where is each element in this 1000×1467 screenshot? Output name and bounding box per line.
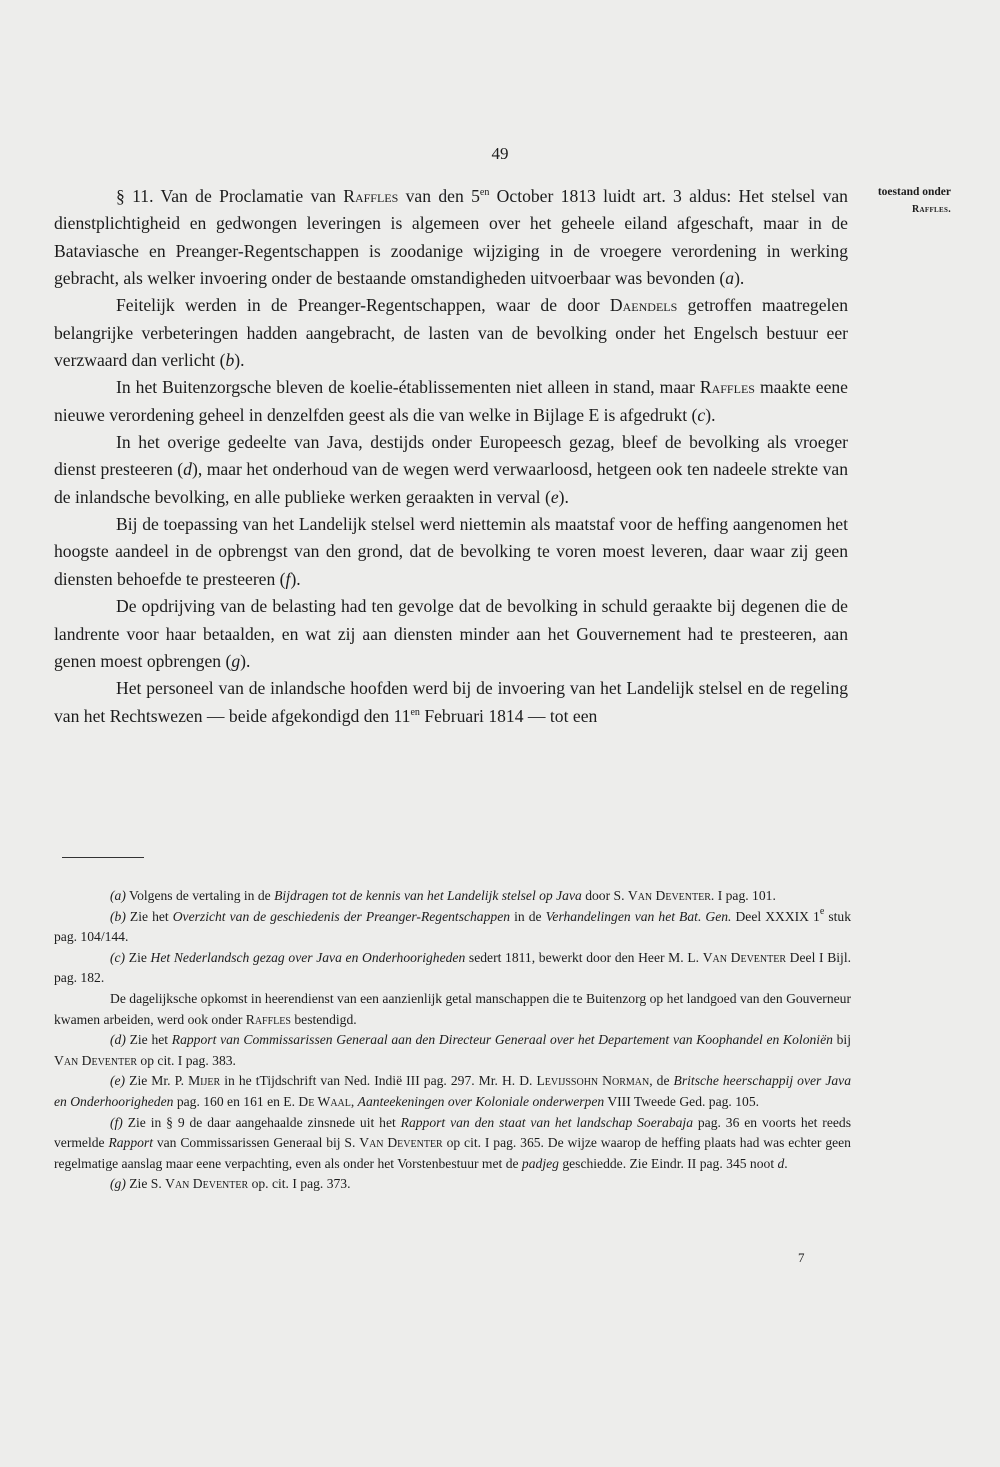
- text-run: Februari 1814 — tot een: [419, 705, 598, 726]
- footnote-mark: (g): [110, 1176, 126, 1192]
- name-raffles: Raffles: [343, 186, 399, 206]
- text-run: op cit. I pag. 383.: [137, 1052, 236, 1068]
- text-run: op cit. I pag. 365. De wijze waarop de heffing plaats had was echter geen regelmatige aanslag maar eene verpachting, even als onder het Vorstenbestuur met de: [54, 1135, 851, 1171]
- footnote-ref: g: [231, 650, 241, 671]
- margin-note: [833, 183, 951, 219]
- footnote-mark: (c): [110, 949, 126, 965]
- text-run: pag. 36 en voorts het reeds vermelde: [54, 1114, 851, 1151]
- paragraph-4: [54, 429, 848, 511]
- footnote-f: [54, 1113, 851, 1175]
- text-run: ,: [350, 1093, 358, 1109]
- text-run: stuk pag. 104/144.: [54, 908, 852, 945]
- text-run: door S.: [581, 888, 628, 903]
- text-run: Zie Mr. P.: [125, 1073, 189, 1089]
- footnote-ref: d: [183, 459, 192, 480]
- footnote-ref: f: [285, 568, 291, 589]
- italic-title: Verhandelingen van het Bat. Gen.: [545, 908, 732, 924]
- text-run: Zie in § 9 de daar aangehaalde zinsnede uit het: [122, 1114, 401, 1130]
- superscript: e: [819, 905, 825, 917]
- paragraph-2: [54, 292, 848, 374]
- text-run: pag. 160 en 161 en E.: [173, 1093, 299, 1109]
- text-run: .: [784, 1155, 788, 1171]
- footnote-e: [54, 1071, 851, 1112]
- text-run: ).: [734, 268, 745, 289]
- paragraph-5: [54, 511, 848, 593]
- text-run: ).: [290, 568, 301, 589]
- text-run: Volgens de vertaling in de: [125, 888, 275, 903]
- text-run: § 11. Van de Proclamatie van: [116, 186, 344, 206]
- text-run: getroffen maatregelen belangrijke verbeteringen hadden aangebracht, de lasten van de bevolking onder het Engelsch bestuur eer verzwaard dan verlicht (: [54, 295, 849, 371]
- footnote-mark: (f): [110, 1114, 123, 1130]
- footnote-mark: (e): [110, 1073, 126, 1089]
- text-run: van Commissarissen Generaal bij S.: [153, 1135, 360, 1151]
- text-run: in de: [510, 908, 546, 924]
- footnote-b: [54, 907, 851, 948]
- text-run: Feitelijk werden in de Preanger-Regentschappen, waar de door: [116, 295, 610, 316]
- italic-term: padjeg: [521, 1155, 559, 1171]
- italic-title: Overzicht van de geschiedenis der Preanger-Regentschappen: [172, 908, 511, 924]
- footnote-separator: [62, 857, 144, 858]
- footnote-d: [54, 1030, 851, 1071]
- italic-title: Britsche heerschappij over Java en Onderhoorigheden: [54, 1073, 852, 1109]
- footnote-mark: (a): [110, 888, 126, 903]
- italic-title: Rapport van Commissarissen Generaal aan den Directeur Generaal over het Departement van Koophandel en Koloniën: [171, 1032, 833, 1048]
- text-run: . I pag. 101.: [710, 888, 776, 903]
- paragraph-7: [54, 675, 848, 730]
- text-run: Bij de toepassing van het Landelijk stelsel werd niettemin als maatstaf voor de heffing aangenomen het hoogste aandeel in de opbrengst van den grond, dat de bevolking te voren moest leveren, daar waar zij geen diensten behoefde te presteeren (: [54, 514, 848, 589]
- name-daendels: Daendels: [609, 295, 678, 316]
- italic-title: Bijdragen tot de kennis van het Landelijk stelsel op Java: [274, 888, 582, 903]
- paragraph-6: [54, 593, 848, 675]
- author-name: Raffles: [245, 1011, 291, 1027]
- author-name: De Waal: [298, 1093, 351, 1109]
- footnote-ref: c: [697, 404, 706, 425]
- text-run: maakte eene nieuwe verordening geheel in denzelfden geest als die van welke in Bijlage E is afgedrukt (: [54, 377, 848, 425]
- footnote-ref: e: [550, 486, 559, 507]
- text-run: Het personeel van de inlandsche hoofden werd bij de invoering van het Landelijk stelsel en de regeling van het Rechtswezen — beide afgekondigd den 11: [54, 678, 848, 726]
- superscript: en: [479, 187, 490, 198]
- paragraph-3: [54, 374, 848, 429]
- italic-title: Aanteekeningen over Koloniale onderwerpen: [357, 1093, 605, 1109]
- text-run: October 1813 luidt art. 3 aldus: Het stelsel van dienstplichtigheid en gedwongen leveringen is algemeen over het geheele eiland afgeschaft, maar in de Bataviasche en Preanger-Regentschappen is zoodanige wijziging in de vroegere verordening in werking gebracht, als welker invoering onder de bestaande omstandigheden uitvoerbaar was bevonden (: [54, 186, 848, 289]
- text-run: bestendigd.: [290, 1011, 357, 1027]
- italic-title: Rapport van den staat van het landschap Soerabaja: [400, 1114, 694, 1130]
- author-name: Van Deventer: [165, 1176, 249, 1192]
- italic-term: d: [777, 1155, 785, 1171]
- text-run: VIII Tweede Ged. pag. 105.: [604, 1093, 760, 1109]
- author-name: Van Deventer: [702, 949, 787, 965]
- text-run: , de: [649, 1073, 674, 1089]
- italic-title: Rapport: [108, 1135, 153, 1151]
- text-run: ).: [234, 350, 245, 371]
- name-raffles: Raffles: [699, 377, 755, 398]
- footnote-g: [54, 1174, 851, 1195]
- footnote-mark: (b): [110, 908, 126, 924]
- body-text: [54, 183, 848, 730]
- footnote-ref: a: [725, 268, 735, 289]
- text-run: In het Buitenzorgsche bleven de koelie-établissementen niet alleen in stand, maar: [116, 377, 700, 398]
- author-name: Van Deventer: [54, 1052, 138, 1068]
- footnote-a: [54, 886, 851, 907]
- superscript: en: [410, 706, 420, 718]
- author-name: Levijssohn Norman: [536, 1073, 650, 1089]
- text-run: van den 5: [398, 186, 480, 206]
- text-run: Zie S.: [125, 1176, 166, 1192]
- sheet-number: 7: [798, 1250, 805, 1265]
- author-name: Van Deventer: [359, 1135, 443, 1151]
- margin-note-line2: Raffles.: [912, 204, 951, 215]
- text-run: ).: [240, 650, 251, 671]
- text-run: op. cit. I pag. 373.: [248, 1176, 351, 1192]
- text-run: In het overige gedeelte van Java, destijds onder Europeesch gezag, bleef de bevolking als vroeger dienst presteeren (: [54, 432, 848, 480]
- text-run: bij: [832, 1032, 851, 1048]
- text-run: sedert 1811, bewerkt door den Heer M. L.: [465, 949, 703, 965]
- text-run: ).: [705, 404, 716, 425]
- italic-title: Het Nederlandsch gezag over Java en Onderhoorigheden: [150, 949, 466, 965]
- footnote-ref: b: [225, 350, 235, 371]
- text-run: De dagelijksche opkomst in heerendienst van een aanzienlijk getal manschappen die te Buitenzorg op het landgoed van den Gouverneur kwamen arbeiden, werd ook onder: [54, 990, 851, 1027]
- page-number: 49: [491, 144, 509, 163]
- footnote-c: [54, 948, 851, 989]
- footnotes: [54, 886, 851, 1195]
- text-run: Zie: [125, 949, 151, 965]
- margin-note-line1: toestand onder: [877, 186, 951, 198]
- footnote-c-continued: [54, 989, 851, 1030]
- footnote-mark: (d): [110, 1032, 126, 1048]
- text-run: ), maar het onderhoud van de wegen werd verwaarloosd, hetgeen ook ten nadeele strekte van de inlandsche bevolking, en alle publieke werken geraakten in verval (: [54, 459, 848, 507]
- author-name: Mijer: [188, 1073, 221, 1089]
- text-run: geschiedde. Zie Eindr. II pag. 345 noot: [558, 1155, 778, 1171]
- text-run: De opdrijving van de belasting had ten gevolge dat de bevolking in schuld geraakte bij degenen die de landrente voor haar betaalden, en wat zij aan diensten minder aan het Gouvernement had te presteeren, aan genen moest opbrengen (: [54, 596, 848, 671]
- paragraph-1: [54, 183, 848, 292]
- text-run: ).: [558, 486, 569, 507]
- text-run: Zie het: [125, 1032, 172, 1048]
- author-name: Van Deventer: [627, 888, 711, 903]
- text-run: Deel I Bijl. pag. 182.: [54, 949, 851, 986]
- text-run: Zie het: [125, 908, 173, 924]
- text-run: in he tTijdschrift van Ned. Indië III pag. 297. Mr. H. D.: [220, 1073, 537, 1089]
- text-run: Deel XXXIX 1: [731, 908, 820, 924]
